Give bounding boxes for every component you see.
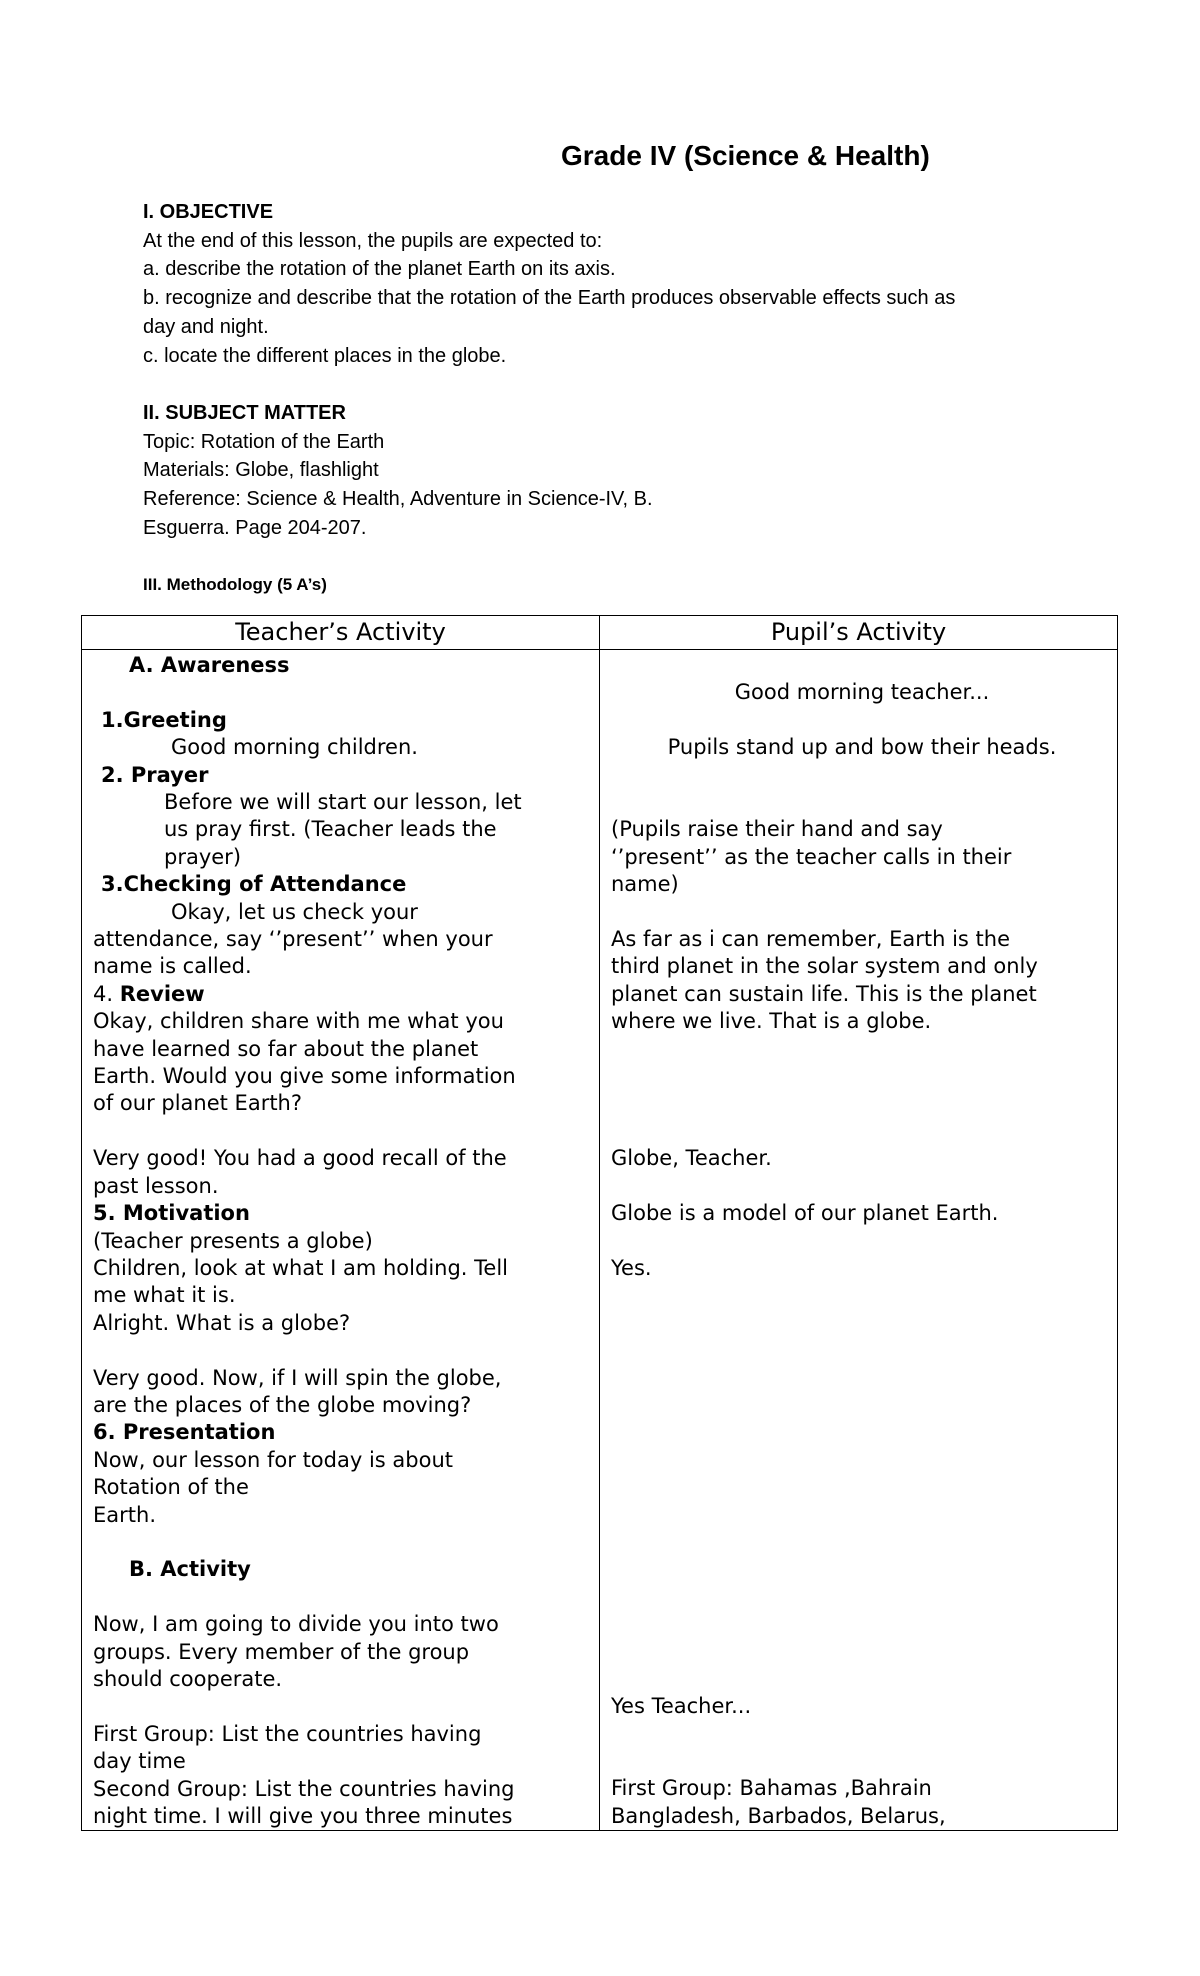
section-heading: 3.Checking of Attendance	[101, 872, 407, 897]
pupil-line	[611, 1063, 1113, 1090]
pupil-line: name)	[611, 872, 679, 897]
teacher-line: Before we will start our lesson, let	[164, 790, 522, 815]
pupil-line: third planet in the solar system and only	[611, 954, 1038, 979]
pupil-line	[611, 1583, 1113, 1610]
pupil-line	[611, 1611, 1113, 1638]
teacher-line	[93, 762, 595, 789]
teacher-line: attendance, say ‘’present’’ when your	[93, 927, 493, 952]
section-heading: A. Awareness	[129, 653, 290, 677]
teacher-line: past lesson.	[93, 1173, 219, 1198]
section-heading: 5. Motivation	[93, 1201, 250, 1226]
objective-heading: I. OBJECTIVE	[143, 201, 274, 223]
objective-line: a. describe the rotation of the planet Earth on its axis.	[143, 258, 616, 281]
teacher-line: me what it is.	[93, 1283, 236, 1308]
teacher-line: Okay, let us check your	[171, 899, 418, 924]
teacher-line: have learned so far about the planet	[93, 1036, 479, 1061]
objective-line: At the end of this lesson, the pupils are expected to:	[143, 229, 603, 252]
pupil-line	[611, 1310, 1113, 1337]
teacher-line	[93, 1584, 595, 1611]
pupil-line	[611, 1173, 1113, 1200]
teacher-line	[93, 652, 595, 679]
teacher-line	[93, 1118, 595, 1145]
methodology-heading: III. Methodology (5 A’s)	[143, 575, 327, 595]
teacher-line: Good morning children.	[171, 735, 418, 760]
pupil-line: First Group: Bahamas ,Bahrain	[611, 1776, 932, 1801]
teacher-line: Very good! You had a good recall of the	[93, 1146, 507, 1171]
teacher-line: Alright. What is a globe?	[93, 1310, 351, 1335]
pupil-line	[611, 1501, 1113, 1528]
section-heading: 2. Prayer	[101, 762, 209, 787]
pupil-line	[611, 1474, 1113, 1501]
pupil-line: Good morning teacher...	[734, 680, 990, 705]
teacher-line: Earth. Would you give some information	[93, 1064, 516, 1089]
document-title: Grade IV (Science & Health)	[561, 140, 930, 171]
pupil-line: where we live. That is a globe.	[611, 1009, 932, 1034]
teacher-line	[93, 871, 595, 898]
teacher-line: (Teacher presents a globe)	[93, 1228, 373, 1253]
pupil-line	[611, 1419, 1113, 1446]
section-heading: Review	[119, 981, 205, 1006]
teacher-line: groups. Every member of the group	[93, 1639, 470, 1664]
pupil-line	[611, 1556, 1113, 1583]
section-heading: 6. Presentation	[93, 1420, 276, 1445]
teacher-line	[93, 1529, 595, 1556]
teacher-line: Very good. Now, if I will spin the globe,	[93, 1365, 502, 1390]
teacher-line: are the places of the globe moving?	[93, 1392, 472, 1417]
teacher-line: Second Group: List the countries having	[93, 1776, 515, 1801]
pupil-line	[611, 1036, 1113, 1063]
pupil-line	[611, 652, 1113, 679]
pupil-line	[611, 1337, 1113, 1364]
pupil-line	[611, 899, 1113, 926]
pupil-line: planet can sustain life. This is the planet	[611, 981, 1037, 1006]
pupil-line: Pupils stand up and bow their heads.	[667, 735, 1057, 760]
activity-table	[81, 615, 1118, 1831]
objective-line: day and night.	[143, 315, 269, 338]
pupil-line: (Pupils raise their hand and say	[611, 817, 943, 842]
subject-matter-heading: II. SUBJECT MATTER	[143, 401, 346, 424]
teacher-line: name is called.	[93, 954, 252, 979]
pupil-line: Globe, Teacher.	[611, 1146, 772, 1171]
pupil-activity-column	[600, 650, 1117, 1830]
pupil-line	[611, 1529, 1113, 1556]
objective-line: b. recognize and describe that the rotation of the Earth produces observable effects such as	[143, 287, 956, 310]
pupil-line	[611, 1748, 1113, 1775]
teacher-line: prayer)	[164, 844, 242, 869]
subject-matter-line: Reference: Science & Health, Adventure in Science-IV, B.	[143, 488, 653, 511]
pupil-line: Yes.	[611, 1255, 652, 1280]
section-heading: B. Activity	[129, 1557, 251, 1582]
teacher-line: Children, look at what I am holding. Tell	[93, 1255, 508, 1280]
pupil-line	[611, 1227, 1113, 1254]
teacher-line: Now, our lesson for today is about	[93, 1447, 453, 1472]
pupil-line	[611, 1447, 1113, 1474]
teacher-line	[93, 707, 595, 734]
teacher-line	[93, 1693, 595, 1720]
teacher-line: Earth.	[93, 1502, 156, 1527]
pupil-line	[611, 1392, 1113, 1419]
section-heading: 1.Greeting	[101, 707, 227, 732]
teacher-line: should cooperate.	[93, 1666, 283, 1691]
subject-matter-line: Materials: Globe, flashlight	[143, 459, 379, 482]
lesson-header-sections	[143, 198, 955, 600]
subject-matter-line: Esguerra. Page 204-207.	[143, 516, 367, 539]
teacher-activity-header: Teacher’s Activity	[82, 616, 600, 650]
pupil-line: Yes Teacher...	[611, 1694, 752, 1719]
pupil-line: Globe is a model of our planet Earth.	[611, 1200, 999, 1225]
subject-matter-line: Topic: Rotation of the Earth	[143, 430, 385, 453]
teacher-line: us pray first. (Teacher leads the	[164, 817, 497, 842]
teacher-line: Rotation of the	[93, 1475, 249, 1500]
teacher-line: First Group: List the countries having	[93, 1721, 482, 1746]
pupil-line	[611, 1638, 1113, 1665]
teacher-line	[93, 679, 595, 706]
teacher-line: Okay, children share with me what you	[93, 1009, 504, 1034]
pupil-line: As far as i can remember, Earth is the	[611, 926, 1011, 951]
pupil-line	[611, 1282, 1113, 1309]
pupil-line	[611, 707, 1113, 734]
teacher-activity-column	[82, 650, 599, 1830]
pupil-line	[611, 1364, 1113, 1391]
pupil-line	[611, 1090, 1113, 1117]
teacher-line	[93, 1556, 595, 1583]
teacher-line: night time. I will give you three minutes	[93, 1803, 513, 1828]
objective-line: c. locate the different places in the globe.	[143, 344, 507, 367]
teacher-line: of our planet Earth?	[93, 1091, 303, 1116]
pupil-line	[611, 762, 1113, 789]
pupil-line	[611, 1720, 1113, 1747]
teacher-line	[93, 1337, 595, 1364]
teacher-line: 4. Review	[93, 981, 205, 1006]
pupil-line: ‘’present’’ as the teacher calls in their	[611, 844, 1012, 869]
teacher-line: day time	[93, 1749, 186, 1774]
pupil-activity-header: Pupil’s Activity	[600, 616, 1118, 650]
teacher-line: Now, I am going to divide you into two	[93, 1612, 499, 1637]
pupil-line	[611, 1118, 1113, 1145]
pupil-line	[611, 1666, 1113, 1693]
teacher-line	[93, 1200, 595, 1227]
pupil-line: Bangladesh, Barbados, Belarus,	[611, 1803, 946, 1828]
teacher-line	[93, 1419, 595, 1446]
pupil-line	[611, 789, 1113, 816]
